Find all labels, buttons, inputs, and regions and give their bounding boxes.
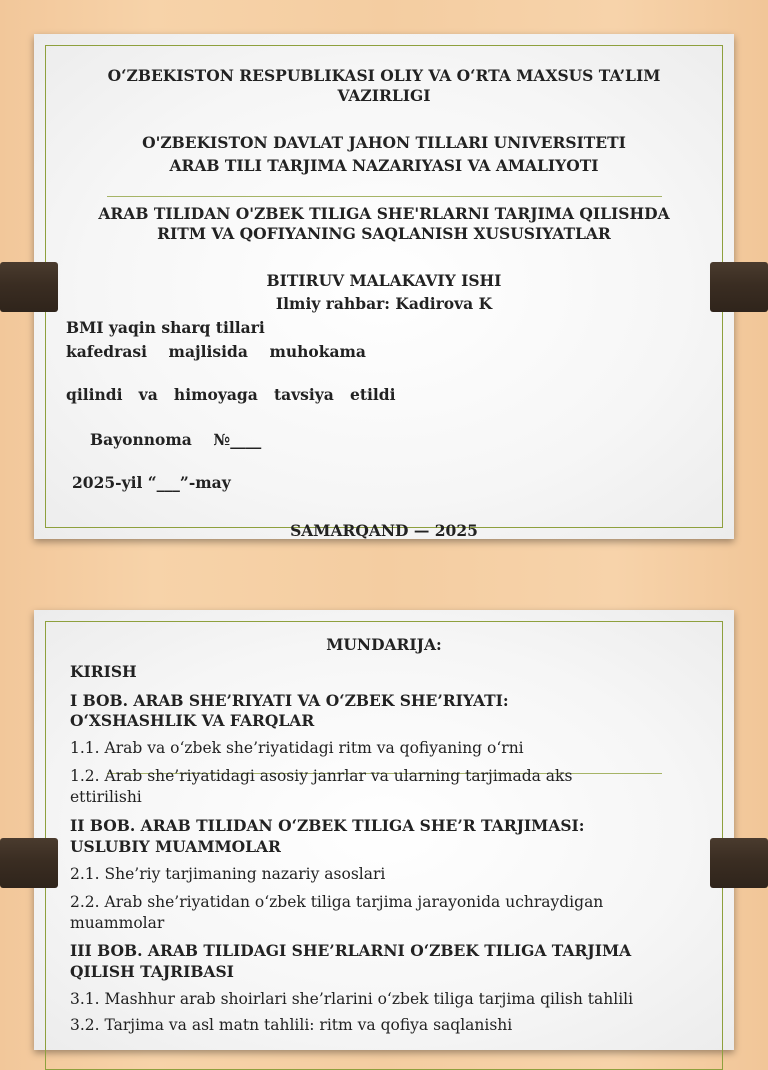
toc-section-1-2-line-1: 1.2. Arab she’riyatidagi asosiy janrlar va ularning tarjimada aks xyxy=(70,767,573,785)
toc-intro: KIRISH xyxy=(70,662,137,681)
toc-chapter-1-line-2: O‘XSHASHLIK VA FARQLAR xyxy=(70,711,315,730)
toc-section-1-1: 1.1. Arab va o‘zbek she’riyatidagi ritm va qofiyaning o‘rni xyxy=(70,739,524,757)
toc-section-2-1: 2.1. She’riy tarjimaning nazariy asoslari xyxy=(70,865,386,883)
contents-slide xyxy=(34,610,734,1050)
toc-section-1-2-line-2: ettirilishi xyxy=(70,788,142,806)
toc-section-2-2-line-2: muammolar xyxy=(70,914,165,932)
toc-chapter-3-line-2: QILISH TAJRIBASI xyxy=(70,962,234,981)
toc-section-2-2-line-1: 2.2. Arab she’riyatidan o‘zbek tiliga tarjima jarayonida uchraydigan xyxy=(70,893,604,911)
divider-line xyxy=(107,196,662,197)
toc-chapter-1-line-1: I BOB. ARAB SHE’RIYATI VA O‘ZBEK SHE’RIYATI: xyxy=(70,691,509,710)
toc-chapter-3-line-1: III BOB. ARAB TILIDAGI SHE’RLARNI O‘ZBEK TILIGA TARJIMA xyxy=(70,941,632,960)
work-type: BITIRUV MALAKAVIY ISHI xyxy=(266,271,502,290)
note-line-3: qilindi va himoyaga tavsiya etildi xyxy=(66,385,396,404)
thesis-title-line-2: RITM VA QOFIYANING SAQLANISH XUSUSIYATLAR xyxy=(157,224,611,243)
toc-chapter-2-line-1: II BOB. ARAB TILIDAN O‘ZBEK TILIGA SHE’R TARJIMASI: xyxy=(70,816,585,835)
protocol-number: Bayonnoma №____ xyxy=(90,430,262,449)
city-year: SAMARQAND — 2025 xyxy=(290,521,478,540)
note-line-2: kafedrasi majlisida muhokama xyxy=(66,342,366,361)
department-name: ARAB TILI TARJIMA NAZARIYASI VA AMALIYOTI xyxy=(169,156,599,175)
toc-section-3-1: 3.1. Mashhur arab shoirlari she’rlarini o‘zbek tiliga tarjima qilish tahlili xyxy=(70,990,634,1008)
thesis-title-line-1: ARAB TILIDAN O'ZBEK TILIGA SHE'RLARNI TARJIMA QILISHDA xyxy=(98,204,670,223)
ministry-line-1: O‘ZBEKISTON RESPUBLIKASI OLIY VA O‘RTA MAXSUS TA’LIM xyxy=(107,66,661,85)
note-line-1: BMI yaqin sharq tillari xyxy=(66,318,265,337)
supervisor: Ilmiy rahbar: Kadirova K xyxy=(275,294,493,313)
university-name: O'ZBEKISTON DAVLAT JAHON TILLARI UNIVERSITETI xyxy=(142,133,626,152)
title-slide xyxy=(34,34,734,539)
ministry-line-2: VAZIRLIGI xyxy=(337,86,431,105)
contents-heading: MUNDARIJA: xyxy=(326,635,442,654)
binder-clip-left xyxy=(0,262,58,312)
binder-clip-left xyxy=(0,838,58,888)
date-line: 2025-yil “___”-may xyxy=(72,473,231,492)
toc-chapter-2-line-2: USLUBIY MUAMMOLAR xyxy=(70,837,281,856)
binder-clip-right xyxy=(710,262,768,312)
binder-clip-right xyxy=(710,838,768,888)
toc-section-3-2: 3.2. Tarjima va asl matn tahlili: ritm va qofiya saqlanishi xyxy=(70,1016,513,1034)
